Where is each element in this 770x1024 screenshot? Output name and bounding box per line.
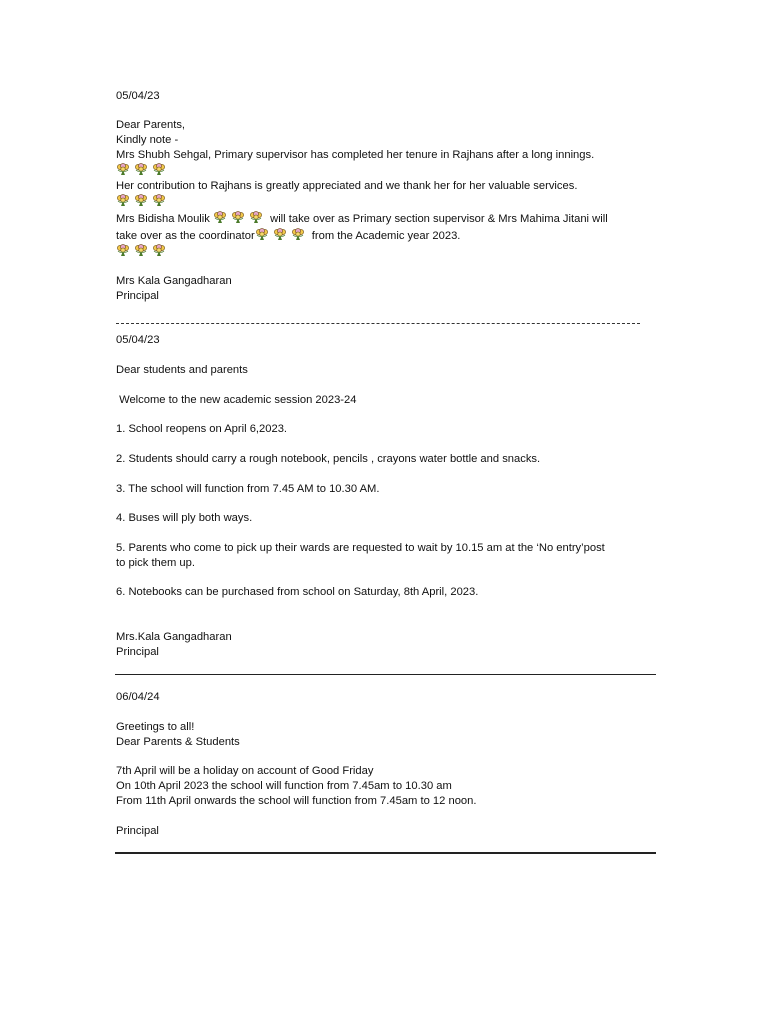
bouquet-row-3	[116, 244, 170, 259]
notice2-signature-title: Principal	[116, 646, 159, 658]
notice2-point-1: 1. School reopens on April 6,2023.	[116, 423, 288, 435]
notice2-point-3: 3. The school will function from 7.45 AM to 10.30 AM.	[116, 483, 380, 495]
bouquet-icon	[273, 228, 287, 241]
notice2-point-5: 5. Parents who come to pick up their wards are requested to wait by 10.15 am at the ‘No entry’post	[116, 542, 605, 554]
notice3-line-2: On 10th April 2023 the school will function from 7.45am to 10.30 am	[116, 780, 452, 792]
bouquet-icon	[134, 194, 148, 207]
notice1-date: 05/04/23	[116, 90, 160, 102]
notice2-point-4: 4. Buses will ply both ways.	[116, 512, 253, 524]
bouquet-row-1	[116, 163, 170, 178]
notice2-welcome: Welcome to the new academic session 2023-24	[116, 394, 357, 406]
notice3-greeting: Greetings to all!	[116, 721, 195, 733]
dashed-divider	[116, 323, 640, 324]
notice1-signature-title: Principal	[116, 290, 159, 302]
notice3-salutation: Dear Parents & Students	[116, 736, 240, 748]
notice1-line4	[116, 228, 460, 243]
bouquet-icon	[116, 194, 130, 207]
notice1-line1: Mrs Shubh Sehgal, Primary supervisor has completed her tenure in Rajhans after a long innings.	[116, 149, 595, 161]
notice3-date: 06/04/24	[116, 691, 160, 703]
notice2-point-5-cont: to pick them up.	[116, 557, 195, 569]
notice1-line2: Her contribution to Rajhans is greatly appreciated and we thank her for her valuable services.	[116, 180, 578, 192]
notice1-kindly-note: Kindly note -	[116, 134, 179, 146]
bouquet-icon	[152, 163, 166, 176]
bouquet-icon	[213, 211, 227, 224]
notice1-line3	[116, 211, 608, 226]
bouquet-icon	[152, 194, 166, 207]
bouquet-icon	[291, 228, 305, 241]
notice3-signature-title: Principal	[116, 825, 159, 837]
notice3-line-1: 7th April will be a holiday on account of Good Friday	[116, 765, 374, 777]
notice3-line-3: From 11th April onwards the school will function from 7.45am to 12 noon.	[116, 795, 477, 807]
bouquet-icon	[134, 244, 148, 257]
bouquet-icon	[116, 163, 130, 176]
bouquet-row-2	[116, 194, 170, 209]
notice1-line4-rest: from the Academic year 2023.	[311, 230, 461, 242]
bouquet-icon	[255, 228, 269, 241]
bouquet-icon	[231, 211, 245, 224]
notice1-signature-name: Mrs Kala Gangadharan	[116, 275, 232, 287]
notice2-point-2: 2. Students should carry a rough notebook, pencils , crayons water bottle and snacks.	[116, 453, 541, 465]
bouquet-icon	[249, 211, 263, 224]
section-divider-bottom	[115, 852, 656, 854]
notice2-signature-name: Mrs.Kala Gangadharan	[116, 631, 232, 643]
section-divider	[115, 674, 656, 675]
bouquet-icon	[152, 244, 166, 257]
bouquet-icon	[134, 163, 148, 176]
notice1-salutation: Dear Parents,	[116, 119, 186, 131]
notice1-line3-name: Mrs Bidisha Moulik	[116, 213, 210, 225]
notice1-line4-start: take over as the coordinator	[116, 230, 255, 242]
notice2-salutation: Dear students and parents	[116, 364, 248, 376]
notice1-line3-rest: will take over as Primary section supervisor & Mrs Mahima Jitani will	[270, 213, 608, 225]
bouquet-icon	[116, 244, 130, 257]
notice2-date: 05/04/23	[116, 334, 160, 346]
notice2-point-6: 6. Notebooks can be purchased from school on Saturday, 8th April, 2023.	[116, 586, 479, 598]
